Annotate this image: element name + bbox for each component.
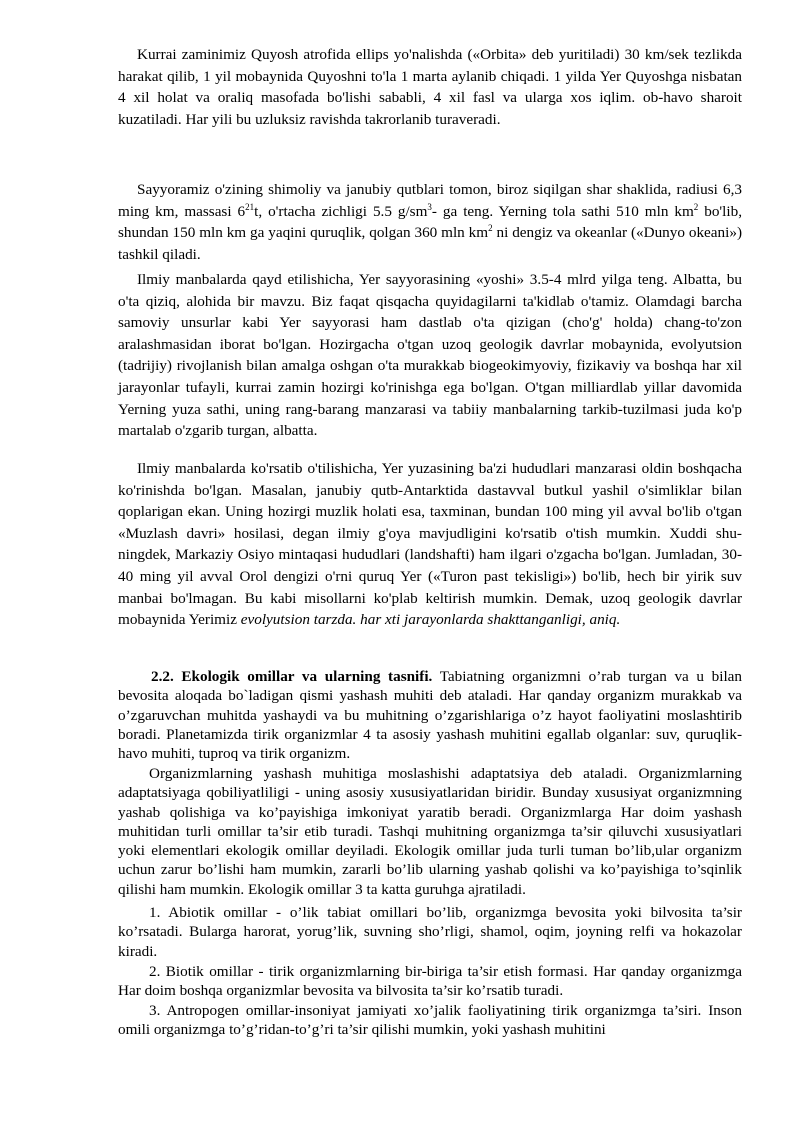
superscript: 21 — [245, 201, 255, 212]
italic-text: evolyutsion tarzda. har xti jarayonlarda shakttanganligi, aniq. — [240, 611, 621, 629]
paragraph-earth-age: Ilmiy manbalarda qayd etilishicha, Yer sayyorasining «yoshi» 3.5-4 mlrd yilga teng. Albatta, bu o'ta qiziq, alohida bir mavzu. Biz faqat qisqacha quyidagilarni ta'kidlab o'tamiz. Olamdagi barcha samoviy unsurlar kabi Yer sayyorasi ham dastlab o'ta qizigan (cho'g' holda) chang-to'zon aralashmasidan iborat bo'lgan. Hozirgacha o'tgan uzoq geologik davrlar mobaynida, evolyutsion (tadrijiy) rivojlanish bilan amalga oshgan o'ta murakkab biogeokimyoviy, fizikaviy va boshqa har xil jarayonlar tufayli, kurrai zamin hozirgi ko'rinishga ega bo'lgan. O'tgan milliardlab yillar davomida Yerning yuza sathi, uning rang-barang manzarasi va tabiiy manbalarning tarkib-tuzilmasi juda ko'p martalab o'zgarib turgan, albatta. — [118, 271, 742, 440]
paragraph-planet-dimensions — [118, 179, 742, 265]
list-item-anthropogenic: 3. Antropogen omillar-insoniyat jamiyati xo’jalik faoliyatining tirik organizmga ta’siri. Inson omili organizmga to’g’ridan-to’g’ri ta’sir qilishi mumkin, yoki yashash muhitini — [118, 1002, 742, 1039]
superscript: 3 — [427, 201, 432, 212]
paragraph-landscape-history — [118, 458, 742, 631]
list-item-abiotic: 1. Abiotik omillar - o’lik tabiat omillari bo’lib, organizmga bevosita yoki bilvosita ta’sir ko’rsatadi. Bularga harorat, yorug’lik, suvning sho’rligi, shamol, oqim, joyning relfi va hokazolar kiradi. — [118, 904, 742, 960]
text-segment: - ga teng. Yerning tola sathi 510 mln km — [431, 202, 694, 220]
text-segment: t, o'rtacha zichligi 5.5 g/sm — [254, 202, 428, 220]
paragraph-ecological-factors — [118, 667, 742, 763]
list-item-biotic: 2. Biotik omillar - tirik organizmlarning bir-biriga ta’sir etish formasi. Har qanday organizmga Har doim boshqa organizmlar bevosita va bilvosita ta’sir ko’rsatib turadi. — [118, 963, 742, 1000]
paragraph-adaptation: Organizmlarning yashash muhitiga moslashishi adaptatsiya deb ataladi. Organizmlarning adaptatsiyaga qobiliyatliligi - uning asosiy xususiyatlaridan biridir. Bunday xususiyat organizmning yashab qolishiga va ko’payishiga imkoniyat yaratib beradi. Organizmlarga Har doim yashash muhitidan turli omillar ta’sir etib turadi. Tashqi muhitning organizmga ta’sir qiluvchi xususiyatlari yoki elementlari ekologik omillar deyiladi. Ekologik omillar juda turli tuman bo’lib,ular organizm uchun zarur bo’lishi ham mumkin, zararli bo’lib ularning yashab qolishi va ko’payishiga to’sqinlik qilishi ham mumkin. Ekologik omillar 3 ta katta guruhga ajratiladi. — [118, 765, 742, 898]
text-segment: ni dengiz va okeanlar («Dunyo okeani») tashkil qiladi. — [118, 224, 742, 263]
text-segment: Tabiatning organizmni o’rab turgan va u bilan bevosita aloqada bo`ladigan qismi yashash muhiti deb ataladi. Har qanday organizm murakkab va o’zgaruvchan muhitda yashaydi va bu muhitning o’zgarishlariga o’z hayot faoliyatini moslashtirib boradi. Planetamizda tirik organizmlar 4 ta asosiy yashash muhitini egallab olganlar: suv, quruqlik-havo muhiti, tuproq va tirik organizm. — [118, 668, 743, 763]
superscript: 2 — [693, 201, 699, 212]
text-segment: bo'lib, shundan 150 mln km ga yaqini quruqlik, qolgan 360 mln km — [118, 202, 742, 242]
text-segment: Sayyoramiz o'zining shimoliy va janubiy qutblari tomon, biroz siqilgan shar shaklida, radiusi 6,3 ming km, massasi 6 — [118, 181, 742, 220]
paragraph-orbit: Kurrai zaminimiz Quyosh atrofida ellips yo'nalishda («Orbita» deb yuritiladi) 30 km/sek tezlikda harakat qilib, 1 yil mobaynida Quyoshni to'la 1 marta aylanib chiqadi. 1 yilda Yer Quyoshga nisbatan 4 xil holat va oraliq masofada bo'lishi sababli, 4 xil fasl va ularga xos iqlim. ob-havo sharoit kuzatiladi. Har yili bu uzluksiz ravishda takrorlanib turaveradi. — [118, 46, 742, 128]
section-heading: 2.2. Ekologik omillar va ularning tasnifi. — [151, 668, 433, 685]
superscript: 2 — [488, 223, 493, 234]
text-segment: Ilmiy manbalarda ko'rsatib o'tilishicha, Yer yuzasining ba'zi hududlari manzarasi oldin boshqacha ko'rinishda bo'lgan. Masalan, janubiy qutb-Antarktida dastavval butkul yashil o'simliklar bilan qoplarigan ekan. Uning hozirgi muzlik holati esa, taxminan, bundan 100 ming yil avval bo'lib o'tgan «Muzlash davri» hosilasi, degan ilmiy g'oya mavjudligini ko'rsatib o'tish mumkin. Xuddi shu-ningdek, Markaziy Osiyo mintaqasi hududlari (landshafti) ham ilgari o'zgacha bo'lgan. Jumladan, 30-40 ming yil avval Orol dengizi o'rni quruq Yer («Turon past tekisligi») bo'lib, hech bir yirik suv manbai bo'lmagan. Bu kabi misollarni ko'plab keltirish mumkin. Demak, uzoq geologik davrlar mobaynida Yerimiz — [118, 460, 742, 629]
